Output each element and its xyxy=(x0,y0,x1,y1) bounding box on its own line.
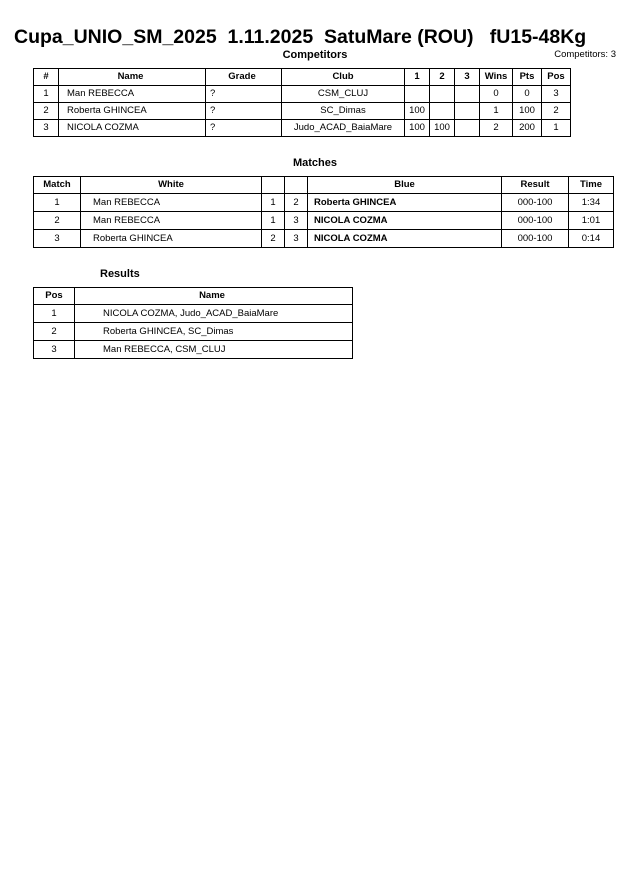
cell-wins: 1 xyxy=(480,103,513,120)
table-row xyxy=(34,323,353,341)
cell-pos: 2 xyxy=(34,323,75,341)
competitors-count: Competitors: 3 xyxy=(554,49,616,60)
cell-m2: 100 xyxy=(430,120,455,137)
cell-white-num: 1 xyxy=(262,194,285,212)
cell-pos: 2 xyxy=(542,103,571,120)
cell-match: 1 xyxy=(34,194,81,212)
column-header-white-num xyxy=(262,177,285,194)
column-header-white: White xyxy=(81,177,262,194)
column-header-m1: 1 xyxy=(405,69,430,86)
cell-blue: Roberta GHINCEA xyxy=(308,194,502,212)
cell-white: Man REBECCA xyxy=(81,212,262,230)
cell-name: Man REBECCA xyxy=(59,86,206,103)
page-title: Cupa_UNIO_SM_2025 1.11.2025 SatuMare (ROU) fU15-48Kg xyxy=(14,26,587,48)
cell-match: 2 xyxy=(34,212,81,230)
competitors-section-title: Competitors xyxy=(282,49,348,61)
table-row xyxy=(34,194,614,212)
table-header-row xyxy=(34,288,353,305)
column-header-pos: Pos xyxy=(542,69,571,86)
cell-name: NICOLA COZMA xyxy=(59,120,206,137)
matches-section-title: Matches xyxy=(292,157,338,169)
cell-time: 1:34 xyxy=(569,194,614,212)
table-row xyxy=(34,305,353,323)
cell-m3 xyxy=(455,103,480,120)
cell-blue-num: 2 xyxy=(285,194,308,212)
cell-blue-num: 3 xyxy=(285,230,308,248)
table-header-row xyxy=(34,69,571,86)
cell-grade: ? xyxy=(206,103,282,120)
column-header-wins: Wins xyxy=(480,69,513,86)
cell-name: Roberta GHINCEA xyxy=(59,103,206,120)
cell-grade: ? xyxy=(206,120,282,137)
cell-result: 000-100 xyxy=(502,212,569,230)
cell-m1 xyxy=(405,86,430,103)
cell-wins: 2 xyxy=(480,120,513,137)
column-header-blue: Blue xyxy=(308,177,502,194)
cell-blue: NICOLA COZMA xyxy=(308,230,502,248)
column-header-num: # xyxy=(34,69,59,86)
column-header-time: Time xyxy=(569,177,614,194)
cell-blue: NICOLA COZMA xyxy=(308,212,502,230)
table-row xyxy=(34,86,571,103)
cell-name: Roberta GHINCEA, SC_Dimas xyxy=(75,323,353,341)
cell-time: 0:14 xyxy=(569,230,614,248)
table-row xyxy=(34,230,614,248)
cell-m2 xyxy=(430,103,455,120)
results-section-header xyxy=(0,268,630,284)
matches-section-header xyxy=(0,157,630,173)
column-header-pts: Pts xyxy=(513,69,542,86)
cell-grade: ? xyxy=(206,86,282,103)
cell-match: 3 xyxy=(34,230,81,248)
table-row xyxy=(34,341,353,359)
column-header-name: Name xyxy=(59,69,206,86)
cell-result: 000-100 xyxy=(502,230,569,248)
cell-name: Man REBECCA, CSM_CLUJ xyxy=(75,341,353,359)
table-row xyxy=(34,103,571,120)
column-header-m2: 2 xyxy=(430,69,455,86)
column-header-name: Name xyxy=(75,288,353,305)
cell-m1: 100 xyxy=(405,120,430,137)
results-table xyxy=(33,287,353,359)
cell-m1: 100 xyxy=(405,103,430,120)
table-header-row xyxy=(34,177,614,194)
column-header-blue-num xyxy=(285,177,308,194)
cell-pos: 3 xyxy=(542,86,571,103)
cell-m3 xyxy=(455,120,480,137)
cell-pts: 0 xyxy=(513,86,542,103)
results-section-title: Results xyxy=(100,268,140,280)
competitors-section-header xyxy=(0,49,630,65)
cell-result: 000-100 xyxy=(502,194,569,212)
cell-num: 3 xyxy=(34,120,59,137)
column-header-grade: Grade xyxy=(206,69,282,86)
cell-blue-num: 3 xyxy=(285,212,308,230)
cell-m3 xyxy=(455,86,480,103)
cell-club: Judo_ACAD_BaiaMare xyxy=(282,120,405,137)
cell-num: 1 xyxy=(34,86,59,103)
cell-num: 2 xyxy=(34,103,59,120)
cell-club: SC_Dimas xyxy=(282,103,405,120)
cell-white: Roberta GHINCEA xyxy=(81,230,262,248)
competitors-table xyxy=(33,68,571,137)
cell-wins: 0 xyxy=(480,86,513,103)
column-header-result: Result xyxy=(502,177,569,194)
column-header-pos: Pos xyxy=(34,288,75,305)
cell-m2 xyxy=(430,86,455,103)
cell-name: NICOLA COZMA, Judo_ACAD_BaiaMare xyxy=(75,305,353,323)
cell-pos: 3 xyxy=(34,341,75,359)
cell-white-num: 1 xyxy=(262,212,285,230)
cell-pos: 1 xyxy=(34,305,75,323)
cell-white-num: 2 xyxy=(262,230,285,248)
column-header-m3: 3 xyxy=(455,69,480,86)
table-row xyxy=(34,212,614,230)
cell-pts: 100 xyxy=(513,103,542,120)
cell-time: 1:01 xyxy=(569,212,614,230)
column-header-club: Club xyxy=(282,69,405,86)
matches-table xyxy=(33,176,614,248)
column-header-match: Match xyxy=(34,177,81,194)
table-row xyxy=(34,120,571,137)
cell-pos: 1 xyxy=(542,120,571,137)
cell-pts: 200 xyxy=(513,120,542,137)
cell-club: CSM_CLUJ xyxy=(282,86,405,103)
cell-white: Man REBECCA xyxy=(81,194,262,212)
